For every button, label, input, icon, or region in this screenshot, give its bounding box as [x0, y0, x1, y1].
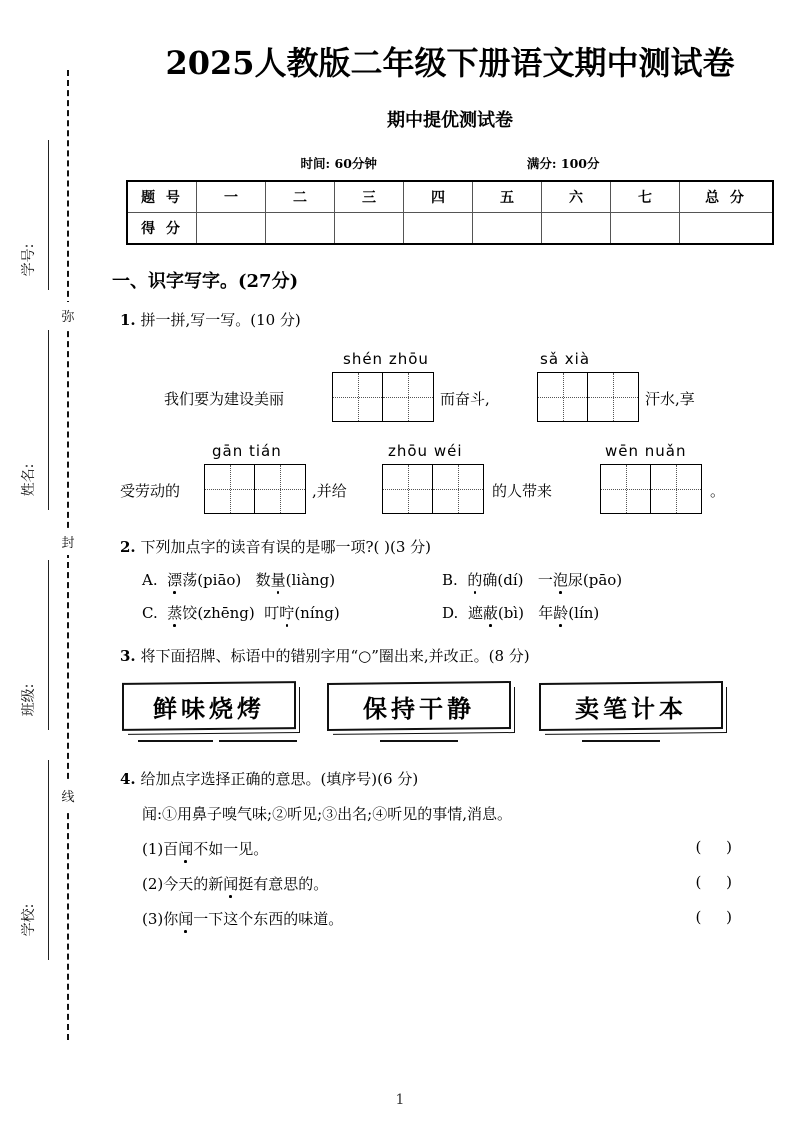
- question-4-definitions: 闻:①用鼻子嗅气味;②听见;③出名;④听见的事情,消息。: [142, 805, 512, 823]
- q1-line2-text-middle2: 的人带来: [492, 482, 553, 500]
- score-cell-3[interactable]: [335, 213, 404, 245]
- question-1-prompt: [120, 309, 800, 330]
- table-row-question-numbers: [127, 181, 773, 213]
- correction-line-4[interactable]: [582, 740, 660, 742]
- option-c-item-2: 叮咛(níng): [259, 604, 340, 622]
- option-b-label: B.: [442, 571, 458, 589]
- pinyin-zhou-wei: zhōu wéi: [388, 442, 463, 460]
- option-c-item-1: 蒸饺(zhēng): [167, 604, 255, 622]
- option-a-item-2: 数量(liàng): [246, 571, 336, 589]
- option-d[interactable]: [442, 602, 742, 623]
- option-a-item-1: 漂荡(piāo): [167, 571, 242, 589]
- correction-line-3[interactable]: [380, 740, 458, 742]
- question-4-item-2: [142, 873, 742, 894]
- option-c[interactable]: [142, 602, 442, 623]
- tianzige-cell[interactable]: [588, 373, 638, 421]
- correction-line-2[interactable]: [219, 740, 297, 742]
- pinyin-gan-tian: gān tián: [212, 442, 282, 460]
- option-b-item-2: 一泡尿(pāo): [528, 571, 623, 589]
- signboard-3[interactable]: 卖笔计本: [539, 681, 723, 731]
- q1-line2-pinyin-row: [100, 442, 800, 464]
- tianzige-wen-nuan[interactable]: [600, 464, 702, 514]
- correction-line-1[interactable]: [138, 740, 213, 742]
- question-4-item-3-answer[interactable]: ( ): [695, 908, 742, 926]
- q1-line1-pinyin-row: [100, 350, 800, 372]
- column-header-total: 总 分: [680, 181, 774, 213]
- row-label-question-number: 题 号: [127, 181, 197, 213]
- tianzige-sa-xia[interactable]: [537, 372, 639, 422]
- question-4-item-2-text: (2)今天的新闻挺有意思的。: [142, 875, 329, 893]
- seal-rule-3: [48, 560, 49, 730]
- question-4-item-1-text: (1)百闻不如一见。: [142, 840, 269, 858]
- question-4-item-1-answer[interactable]: ( ): [695, 838, 742, 856]
- column-header-2: 二: [266, 181, 335, 213]
- seal-word-xian: 线: [56, 782, 80, 809]
- seal-dashed-line: [67, 70, 69, 1040]
- section-title-1: 一、识字写字。(27分): [112, 271, 299, 292]
- question-1-number: 1.: [120, 311, 136, 329]
- tianzige-cell[interactable]: [601, 465, 651, 513]
- column-header-6: 六: [542, 181, 611, 213]
- seal-label-school: 学校:: [21, 903, 37, 937]
- q1-line2-text-before: 受劳动的: [120, 482, 181, 500]
- q1-line1: [100, 372, 800, 426]
- option-c-label: C.: [142, 604, 158, 622]
- signboard-1[interactable]: 鲜味烧烤: [122, 681, 296, 731]
- option-row-cd: [142, 602, 800, 623]
- column-header-7: 七: [611, 181, 680, 213]
- page-subtitle: 期中提优测试卷: [387, 110, 513, 131]
- column-header-3: 三: [335, 181, 404, 213]
- score-cell-total[interactable]: [680, 213, 774, 245]
- score-cell-6[interactable]: [542, 213, 611, 245]
- exam-duration: 时间: 60分钟: [300, 156, 377, 171]
- q1-line1-text-after: 汗水,享: [645, 390, 695, 408]
- exam-sheet: [100, 0, 800, 1131]
- question-3-prompt: [120, 645, 800, 666]
- tianzige-cell[interactable]: [538, 373, 588, 421]
- exam-meta: [100, 154, 800, 172]
- option-row-ab: [142, 569, 800, 590]
- page-number: 1: [395, 1092, 405, 1108]
- tianzige-cell[interactable]: [333, 373, 383, 421]
- seal-rule-4: [48, 760, 49, 960]
- score-cell-2[interactable]: [266, 213, 335, 245]
- signboard-2[interactable]: 保持干静: [327, 681, 511, 731]
- option-a[interactable]: [142, 569, 442, 590]
- option-d-item-1: 遮蔽(bì): [463, 604, 524, 622]
- column-header-5: 五: [473, 181, 542, 213]
- tianzige-gan-tian[interactable]: [204, 464, 306, 514]
- tianzige-cell[interactable]: [383, 373, 433, 421]
- option-b-item-1: 的确(dí): [467, 571, 524, 589]
- question-4-item-3-text: (3)你闻一下这个东西的味道。: [142, 910, 344, 928]
- option-d-label: D.: [442, 604, 459, 622]
- exam-full-score: 满分: 100分: [526, 156, 600, 171]
- column-header-4: 四: [404, 181, 473, 213]
- q1-line2: [100, 464, 800, 518]
- page-title: 2025人教版二年级下册语文期中测试卷: [165, 44, 735, 82]
- question-4-text: 给加点字选择正确的意思。(填序号)(6 分): [140, 770, 419, 788]
- question-2-options: [142, 569, 800, 623]
- question-4-item-1: [142, 838, 742, 859]
- question-4-item-3: [142, 908, 742, 929]
- seal-word-mi: 弥: [56, 302, 80, 329]
- seal-label-name: 姓名:: [21, 463, 37, 497]
- score-cell-5[interactable]: [473, 213, 542, 245]
- pinyin-wen-nuan: wēn nuǎn: [605, 442, 687, 460]
- pinyin-sa-xia: sǎ xià: [540, 350, 591, 368]
- tianzige-cell[interactable]: [433, 465, 483, 513]
- question-2-text: 下列加点字的读音有误的是哪一项?( )(3 分): [140, 538, 431, 556]
- tianzige-cell[interactable]: [651, 465, 701, 513]
- tianzige-zhou-wei[interactable]: [382, 464, 484, 514]
- q1-line1-text-middle: 而奋斗,: [440, 390, 490, 408]
- option-d-item-2: 年龄(lín): [528, 604, 600, 622]
- option-a-label: A.: [142, 571, 158, 589]
- row-label-score: 得 分: [127, 213, 197, 245]
- q1-line1-text-before: 我们要为建设美丽: [164, 390, 285, 408]
- score-cell-1[interactable]: [197, 213, 266, 245]
- score-table: [126, 180, 774, 245]
- score-cell-7[interactable]: [611, 213, 680, 245]
- tianzige-cell[interactable]: [383, 465, 433, 513]
- question-3-text: 将下面招牌、标语中的错别字用“○”圈出来,并改正。(8 分): [140, 647, 530, 665]
- question-4-prompt: [120, 768, 800, 789]
- pinyin-shen-zhou: shén zhōu: [343, 350, 429, 368]
- seal-margin: [0, 0, 100, 1131]
- seal-word-feng: 封: [56, 528, 80, 555]
- column-header-1: 一: [197, 181, 266, 213]
- tianzige-shen-zhou[interactable]: [332, 372, 434, 422]
- tianzige-cell[interactable]: [255, 465, 305, 513]
- question-2-number: 2.: [120, 538, 136, 556]
- question-3-number: 3.: [120, 647, 136, 665]
- question-2-prompt: [120, 536, 800, 557]
- seal-label-class: 班级:: [21, 683, 37, 717]
- table-row-scores: [127, 213, 773, 245]
- seal-rule-2: [48, 330, 49, 510]
- question-4-number: 4.: [120, 770, 136, 788]
- q1-line2-text-after: 。: [710, 482, 726, 500]
- question-1-text: 拼一拼,写一写。(10 分): [140, 311, 301, 329]
- score-cell-4[interactable]: [404, 213, 473, 245]
- tianzige-cell[interactable]: [205, 465, 255, 513]
- question-4-item-2-answer[interactable]: ( ): [695, 873, 742, 891]
- option-b[interactable]: [442, 569, 742, 590]
- q1-line2-text-middle1: ,并给: [312, 482, 347, 500]
- seal-label-student-id: 学号:: [21, 243, 37, 277]
- seal-rule-1: [48, 140, 49, 290]
- question-3-signboards: [122, 682, 800, 760]
